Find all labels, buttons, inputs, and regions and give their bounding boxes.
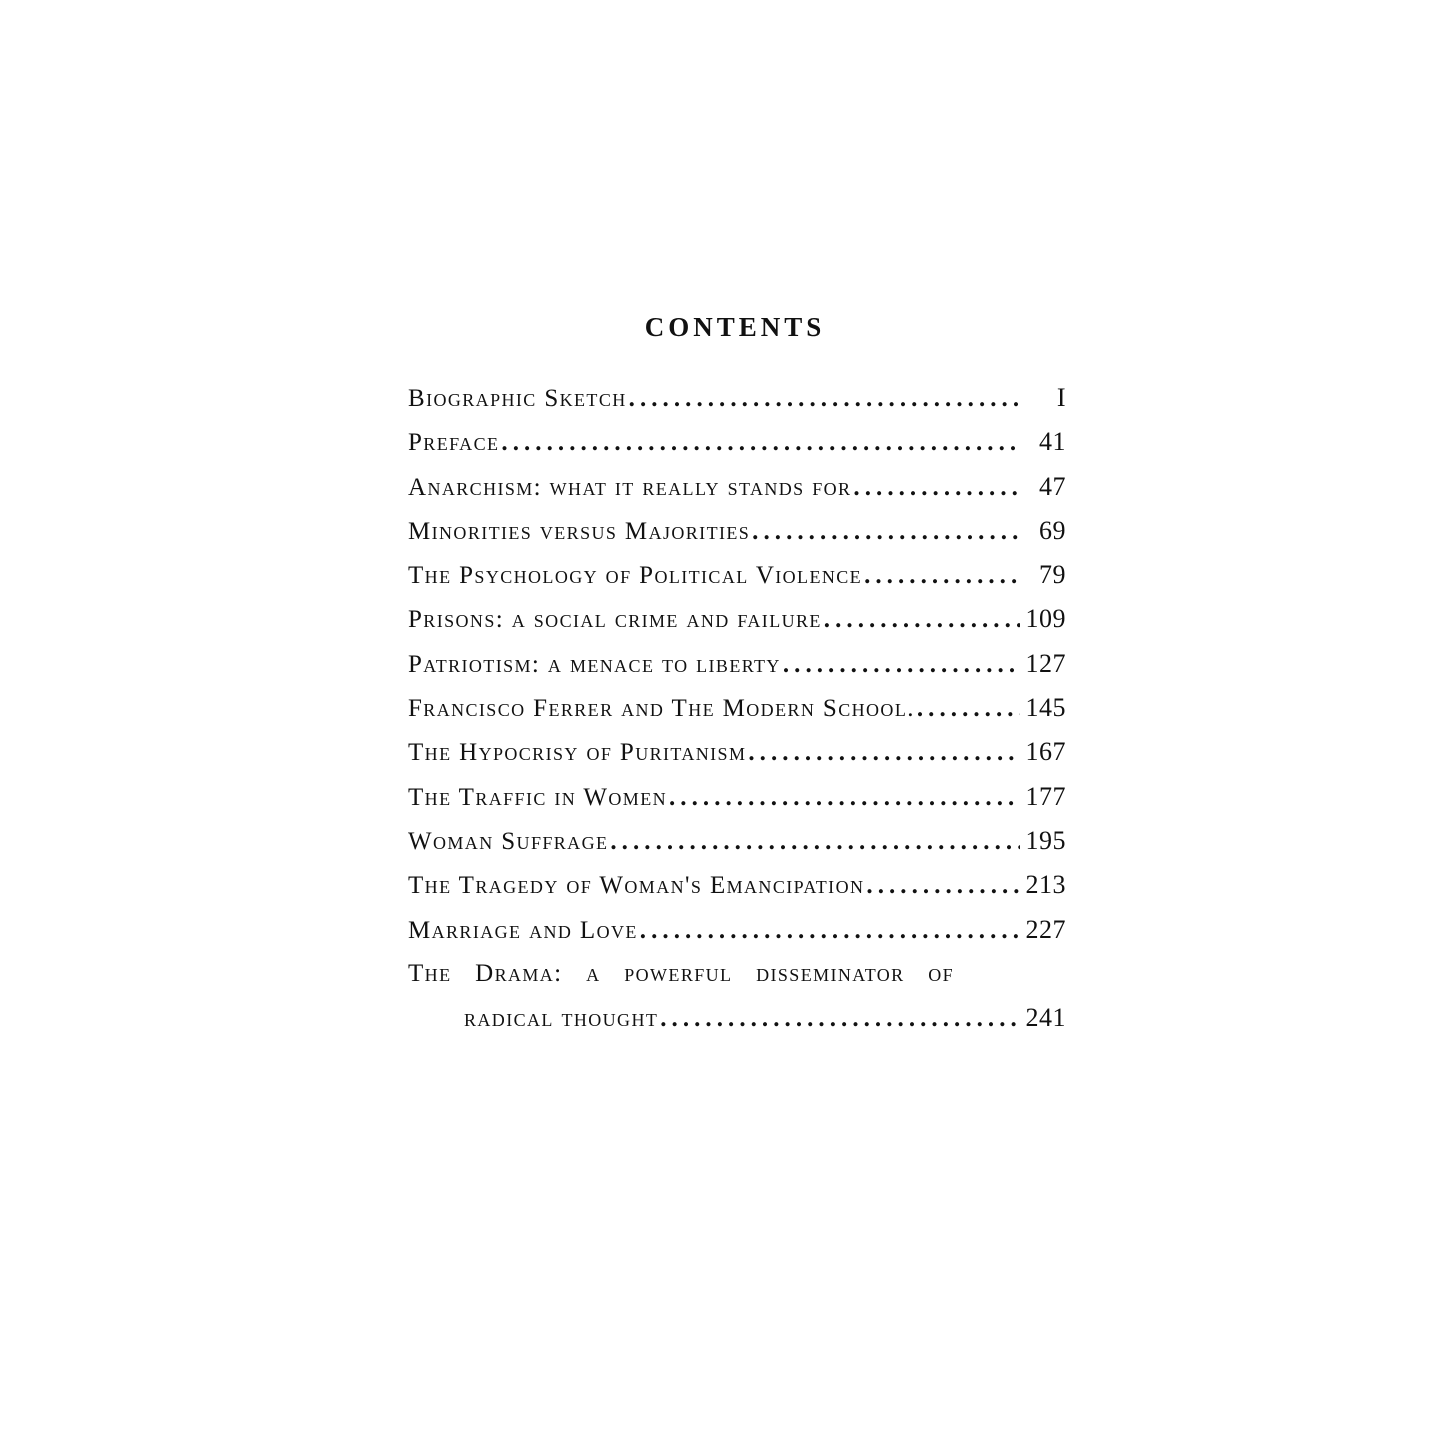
toc-entry bbox=[408, 509, 1066, 553]
toc-entry bbox=[408, 908, 1066, 952]
toc-dot-leader bbox=[610, 820, 1019, 864]
toc-dot-leader bbox=[866, 864, 1019, 908]
toc-dot-leader bbox=[629, 377, 1020, 421]
toc-entry bbox=[408, 465, 1066, 509]
toc-entry bbox=[408, 730, 1066, 774]
toc-entry-title: Marriage and Love bbox=[408, 916, 638, 944]
toc-dot-leader bbox=[748, 731, 1019, 775]
toc-dot-leader bbox=[853, 466, 1020, 510]
toc-dot-leader bbox=[669, 776, 1020, 820]
toc-entry-page: 69 bbox=[1039, 515, 1066, 545]
toc-entry-title: The Traffic in Women bbox=[408, 783, 667, 811]
toc-entry-title: Prisons: a social crime and failure bbox=[408, 606, 822, 634]
toc-dot-leader bbox=[501, 421, 1020, 465]
toc-entry-title: Francisco Ferrer and The Modern School. bbox=[408, 695, 915, 723]
toc-entry-page: 79 bbox=[1039, 560, 1066, 590]
toc-entry-title: Minorities versus Majorities bbox=[408, 517, 751, 545]
toc-dot-leader bbox=[783, 643, 1020, 687]
toc-entry bbox=[408, 597, 1066, 641]
toc-entry-page: 41 bbox=[1039, 427, 1066, 457]
toc-entry-title: The Tragedy of Woman's Emancipation bbox=[408, 872, 865, 900]
toc-dot-leader bbox=[640, 909, 1020, 953]
page-title: CONTENTS bbox=[644, 312, 826, 342]
toc-entry-page: 195 bbox=[1025, 825, 1066, 855]
toc-entry bbox=[408, 775, 1066, 819]
toc-entry bbox=[408, 420, 1066, 464]
toc-dot-leader bbox=[824, 598, 1020, 642]
toc-entry-page: 227 bbox=[1025, 914, 1066, 944]
toc-entry-title: The Psychology of Political Violence bbox=[408, 562, 863, 590]
toc-entry-title: The Hypocrisy of Puritanism bbox=[408, 739, 747, 767]
toc-entry-title-continued: radical thought bbox=[464, 1005, 659, 1033]
toc-entry bbox=[408, 863, 1066, 907]
toc-entry-page: 213 bbox=[1025, 870, 1066, 900]
toc-entry bbox=[408, 686, 1066, 730]
toc-entry-wrapped-first-line bbox=[408, 952, 1066, 996]
toc-entry-page: I bbox=[1056, 383, 1066, 412]
toc-entry-page: 47 bbox=[1039, 471, 1066, 501]
toc-entry bbox=[408, 819, 1066, 863]
toc-dot-leader bbox=[752, 510, 1020, 554]
toc-entry-title: Preface bbox=[408, 429, 500, 457]
toc-entry-title: The Drama: a powerful disseminator of bbox=[408, 959, 955, 987]
toc-dot-leader bbox=[917, 687, 1020, 731]
toc-dot-leader bbox=[864, 554, 1020, 598]
toc-entry bbox=[408, 642, 1066, 686]
toc-entry-page: 177 bbox=[1025, 781, 1066, 811]
toc-entry-page: 241 bbox=[1025, 1003, 1066, 1033]
toc-entry-page: 127 bbox=[1025, 648, 1066, 678]
toc-entry-page: 109 bbox=[1025, 604, 1066, 634]
toc-entry-page: 145 bbox=[1025, 693, 1066, 723]
toc-entry-title: Biographic Sketch bbox=[408, 385, 627, 412]
table-of-contents bbox=[408, 376, 1066, 1040]
toc-entry bbox=[408, 376, 1066, 420]
toc-entry-page: 167 bbox=[1025, 737, 1066, 767]
toc-entry-title: Patriotism: a menace to liberty bbox=[408, 650, 781, 678]
toc-entry-wrapped-second-line bbox=[408, 996, 1066, 1040]
toc-entry-title: Woman Suffrage bbox=[408, 827, 609, 855]
toc-entry bbox=[408, 553, 1066, 597]
toc-entry-title: Anarchism: what it really stands for bbox=[408, 473, 852, 501]
toc-dot-leader bbox=[660, 997, 1019, 1041]
